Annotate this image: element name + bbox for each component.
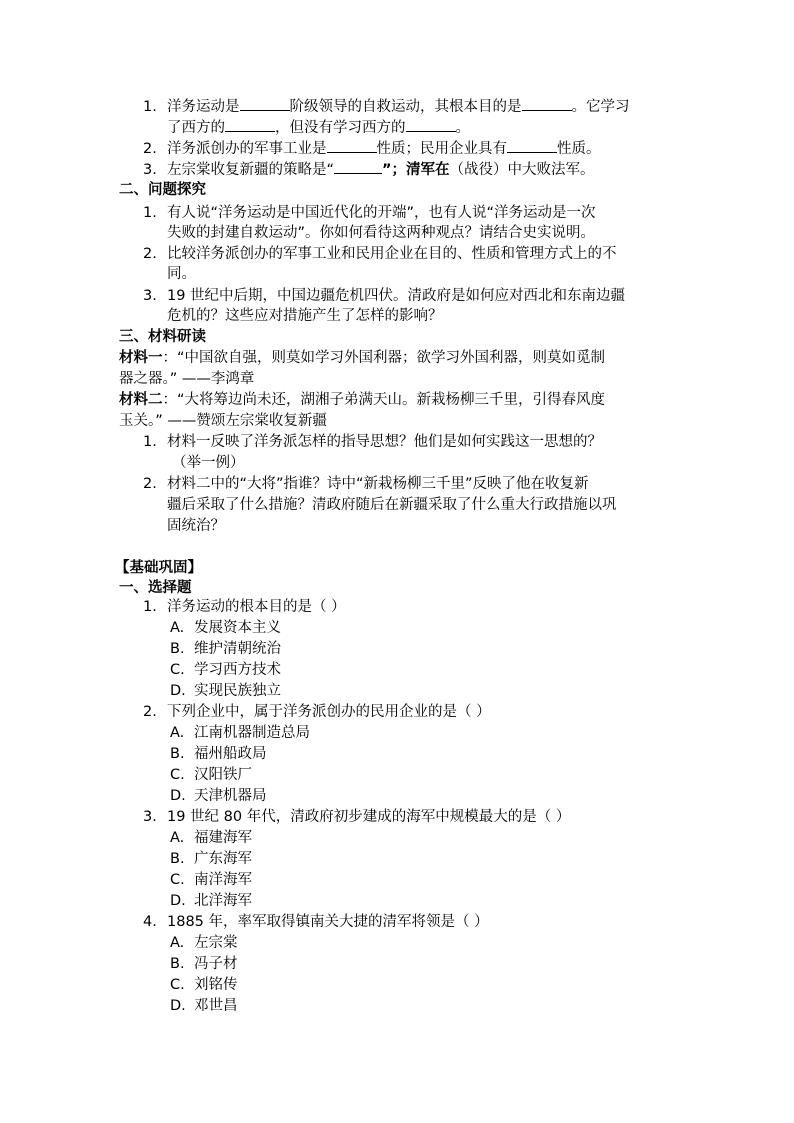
- section-2-title: 二、问题探究: [119, 182, 206, 198]
- question-number: 1.: [143, 205, 157, 221]
- answer-option[interactable]: [170, 618, 281, 638]
- option-text: 江南机器制造总局: [194, 725, 310, 741]
- option-letter: D.: [170, 893, 186, 909]
- inquiry-question-1: 1. 有人说“洋务运动是中国近代化的开端”，也有人说“洋务运动是一次: [143, 205, 596, 221]
- option-text: 学习西方技术: [194, 662, 281, 678]
- material-label: 材料一: [119, 350, 163, 366]
- question-text: 下列企业中，属于洋务派创办的民用企业的是（ ）: [167, 704, 491, 720]
- material-question-1: 1. 材料一反映了洋务派怎样的指导思想？他们是如何实践这一思想的？: [143, 434, 602, 450]
- material-1-cont: 器之器。” ——李鸿章: [119, 371, 255, 387]
- material-label: 材料二: [119, 392, 163, 408]
- option-letter: B.: [170, 956, 185, 972]
- option-letter: C.: [170, 977, 185, 993]
- question-number: 2.: [143, 704, 157, 720]
- material-question-2-cont: 疆后采取了什么措施？清政府随后在新疆采取了什么重大行政措施以巩: [167, 497, 617, 513]
- question-number: 2.: [143, 246, 157, 262]
- option-text: 实现民族独立: [194, 683, 281, 699]
- material-2-cont: 玉关。” ——赞颂左宗棠收复新疆: [119, 413, 327, 429]
- inquiry-question-2: 2. 比较洋务派创办的军事工业和民用企业在目的、性质和管理方式上的不: [143, 246, 617, 262]
- mc-question: [143, 912, 489, 932]
- option-letter: C.: [170, 662, 185, 678]
- mc-question: [143, 807, 570, 827]
- option-letter: D.: [170, 998, 186, 1014]
- inquiry-question-3-cont: 危机的？这些应对措施产生了怎样的影响？: [167, 308, 443, 324]
- question-text: 洋务运动的根本目的是（ ）: [167, 599, 346, 615]
- answer-option[interactable]: [170, 996, 238, 1016]
- option-letter: B.: [170, 851, 185, 867]
- inquiry-question-2-cont: 同。: [167, 266, 196, 282]
- answer-option[interactable]: [170, 849, 252, 869]
- option-letter: C.: [170, 767, 185, 783]
- answer-option[interactable]: [170, 639, 281, 659]
- option-text: 维护清朝统治: [194, 641, 281, 657]
- basics-title: 【基础巩固】: [115, 560, 202, 576]
- option-text: 北洋海军: [194, 893, 252, 909]
- option-letter: C.: [170, 872, 185, 888]
- question-number: 3.: [143, 288, 157, 304]
- answer-option[interactable]: [170, 933, 238, 953]
- option-text: 左宗棠: [194, 935, 238, 951]
- answer-blank: [406, 117, 456, 132]
- material-question-2-cont2: 固统治？: [167, 518, 225, 534]
- answer-option[interactable]: [170, 765, 252, 785]
- option-text: 南洋海军: [194, 872, 252, 888]
- option-letter: D.: [170, 683, 186, 699]
- question-number: 3.: [143, 162, 157, 178]
- fill-question-2: 2. 洋务派创办的军事工业是 性质；民用企业具有 性质。: [143, 138, 601, 158]
- answer-option[interactable]: [170, 870, 252, 890]
- inquiry-question-1-cont: 失败的封建自救运动”。你如何看待这两种观点？请结合史实说明。: [167, 225, 596, 241]
- option-text: 福建海军: [194, 830, 252, 846]
- fill-question-1: 1. 洋务运动是 阶级领导的自救运动，其根本目的是 。它学习: [143, 96, 630, 116]
- option-letter: D.: [170, 788, 186, 804]
- option-letter: B.: [170, 746, 185, 762]
- option-text: 刘铭传: [194, 977, 238, 993]
- option-text: 天津机器局: [194, 788, 267, 804]
- option-letter: A.: [170, 620, 185, 636]
- answer-blank: [522, 96, 572, 111]
- question-number: 1.: [143, 99, 157, 115]
- question-number: 1.: [143, 434, 157, 450]
- answer-option[interactable]: [170, 975, 238, 995]
- material-1: 材料一：“中国欲自强，则莫如学习外国利器；欲学习外国利器，则莫如觅制: [119, 350, 606, 366]
- answer-option[interactable]: [170, 744, 267, 764]
- section-3-title: 三、材料研读: [119, 329, 206, 345]
- multiple-choice-title: 一、选择题: [119, 580, 192, 596]
- question-text: 19 世纪 80 年代，清政府初步建成的海军中规模最大的是（ ）: [167, 809, 571, 825]
- fill-question-3: 3. 左宗棠收复新疆的策略是“ ”；清军在（战役）中大败法军。: [143, 159, 595, 179]
- question-number: 4.: [143, 914, 157, 930]
- option-letter: B.: [170, 641, 185, 657]
- question-number: 2.: [143, 141, 157, 157]
- question-number: 3.: [143, 809, 157, 825]
- answer-option[interactable]: [170, 786, 267, 806]
- option-text: 发展资本主义: [194, 620, 281, 636]
- answer-blank: [327, 138, 377, 153]
- answer-blank: [240, 96, 290, 111]
- option-text: 福州船政局: [194, 746, 267, 762]
- option-letter: A.: [170, 830, 185, 846]
- mc-question: [143, 597, 346, 617]
- answer-blank: [334, 159, 382, 174]
- option-letter: A.: [170, 725, 185, 741]
- mc-question: [143, 702, 491, 722]
- option-letter: A.: [170, 935, 185, 951]
- option-text: 广东海军: [194, 851, 252, 867]
- answer-blank: [507, 138, 557, 153]
- option-text: 邓世昌: [194, 998, 238, 1014]
- material-question-2: 2. 材料二中的“大将”指谁？诗中“新栽杨柳三千里”反映了他在收复新: [143, 476, 589, 492]
- answer-option[interactable]: [170, 891, 252, 911]
- option-text: 冯子材: [194, 956, 238, 972]
- answer-option[interactable]: [170, 954, 238, 974]
- answer-option[interactable]: [170, 660, 281, 680]
- inquiry-question-3: 3. 19 世纪中后期，中国边疆危机四伏。清政府是如何应对西北和东南边疆: [143, 288, 626, 304]
- answer-option[interactable]: [170, 828, 252, 848]
- material-2: 材料二：“大将筹边尚未还，湖湘子弟满天山。新栽杨柳三千里，引得春风度: [119, 392, 606, 408]
- question-text: 1885 年，率军取得镇南关大捷的清军将领是（ ）: [167, 914, 489, 930]
- question-number: 1.: [143, 599, 157, 615]
- material-question-1-cont: （举一例）: [172, 455, 245, 471]
- question-number: 2.: [143, 476, 157, 492]
- answer-blank: [225, 117, 275, 132]
- answer-option[interactable]: [170, 723, 310, 743]
- option-text: 汉阳铁厂: [194, 767, 252, 783]
- answer-option[interactable]: [170, 681, 281, 701]
- fill-question-1-cont: 了西方的 ，但没有学习西方的 。: [167, 117, 470, 137]
